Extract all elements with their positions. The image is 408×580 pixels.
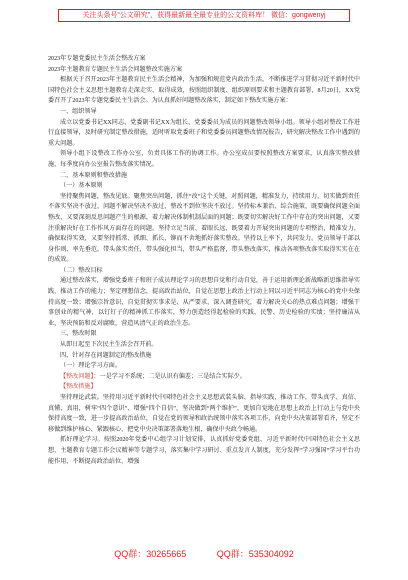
principles-paragraph: 坚持聚焦问题，整改见底。聚焦突出问题，抓住“改”这个关键，对照问题，精准发力，持续用力，切实做到责任不落实坚决不放过，问题不解决坚决不放过，整改不到位坚决不放过。坚持标本兼治、综合施策，既要确保问题全面整改，又要深刻反思问题产生的根源，着力解决体制机制层面的问题；既要切实解决好工作中存在的突出问题，又要注重解决好在工作作风方面存在的问题。坚持立足当前、着眼长远，既要着力开展突出问题的专项整治，精准发力，确保取得实效，又要坚持抓常、抓细、抓长，铆而不舍地抓好落实整改。坚持以上率下，共同发力。党员领导干部以身作则、率先垂范，带头落实责任，带头强化担当，带头严格监督，带头整改落实，推动各项整改落实取得实实在在的成效。 <box>48 193 360 264</box>
theory-armament-paragraph: 坚持理论武装。坚持用习近平新时代中国特色社会主义思想武装头脑、指导实践，推动工作，带头真学、真信、真懂、真用，树牢“四个意识”、增强“四个自信”，坚决做到“两个维护”，更加自觉地在思想上政治上行动上与党中央保持高度一致，进一步提高政治站位，自觉在党的领导和政治统领中落实各项工作，向党中央决策部署看齐，坚定不移做到维护核心、紧跟核心，把党中央决策部署落地生根，确保中央政令畅通。 <box>48 395 360 433</box>
document-title: 2023年专题党委民主生活会整改方案 <box>48 56 146 62</box>
section-heading-measures: 四、针对存在问题制定的整改措施 <box>60 352 152 359</box>
timeline-paragraph: 从即日起至下次民主生活会召开前。 <box>60 342 158 349</box>
qq-group-1: QQ群：30265665 <box>114 549 187 559</box>
theory-study-paragraph: 抓好理论学习。按照2020年党委中心组学习计划安排，认真抓好党委党组、习近平新时代中国特色社会主义思想、主题教育专题工作会议精神等专题学习，落实集中学习研讨、重点发言人制度，充分发挥“学习强国”学习平台功能作用，不断提高政治站位，增强 <box>48 437 360 465</box>
document-page <box>48 30 360 467</box>
promo-banner: 关注头条号“公文研究”，获得最新最全最专业的公文资料库！ 微信：gongwenyj <box>58 9 350 22</box>
footer-contacts <box>0 547 408 560</box>
goals-paragraph: 通过整改落实，增强党委班子和班子成员理论学习的思想自觉和行动自觉，善于运用新理论新战略新思维指导实践，推动工作的能力；坚定理想信念，提高政治站位，自觉在思想上政治上行动上同以习近平同志为核心的党中央保持高度一致；增强宗旨意识，自觉贯彻实事求是、从严要求，深入调查研究，着力解决关心的热点难点问题；增强干事创业的精气神，以钉钉子的精神抓工作落实，努力创造经得起检验的实践、民警、历史检验的实绩；坚持廉洁从业，坚决预防和反对腐败，营造风清气正的政治生态。 <box>48 278 360 327</box>
qq-group-2: QQ群：535304092 <box>216 549 294 559</box>
subheading-goals: （二）整改目标 <box>60 267 103 274</box>
issue-text: ：一是学习不系统；二是认识有偏差；三是结合实际少。 <box>93 373 246 380</box>
subheading-theory-study: （一）理论学习方面。 <box>60 363 121 370</box>
issue-line <box>48 372 360 383</box>
measure-label: 【整改措施】 <box>60 384 97 391</box>
section-heading-timeline: 三、整改时限 <box>60 331 97 338</box>
leadership-group-paragraph: 成立以党委书记XX同志、党委副书记XX为组长，党委委员为成员的问题整改领导小组。领导小组对整改工作进行直接领导，及时研究制定整改措施，适时听取党委班子和党委委员问题整改情况报告，研究解决整改工作中遇到的重大问题。 <box>48 119 360 147</box>
subheading-basic-principles: （一）基本原则 <box>60 183 103 190</box>
intro-paragraph: 根据关于召开2023年主题教育民主生活会精神，为加强和规范党内政治生活，不断推进学习贯彻习近平新时代中国特色社会主义思想主题教育走深走实、取得成效，按照组织制度、组织原则要求和主题教育部署，8月20日，XX党委召开了2023年专题党委民主生活会。为认真抓好问题整改落实，制定如下整改实施方案： <box>48 77 360 105</box>
issue-label: 【整改问题】 <box>60 373 94 380</box>
office-paragraph: 领导小组下设整改工作办公室，负责具体工作的协调工作。办公室成员要按照整改方案要求，认真落实整改措施，每季度向办公室报告整改落实情况。 <box>48 151 360 168</box>
document-subtitle: 2023年主题教育专题民主生活会问题整改实施方案 <box>48 66 183 73</box>
section-heading-organization: 一、组织领导 <box>60 108 97 115</box>
section-heading-principles: 二、基本原则和整改措施 <box>60 172 128 179</box>
